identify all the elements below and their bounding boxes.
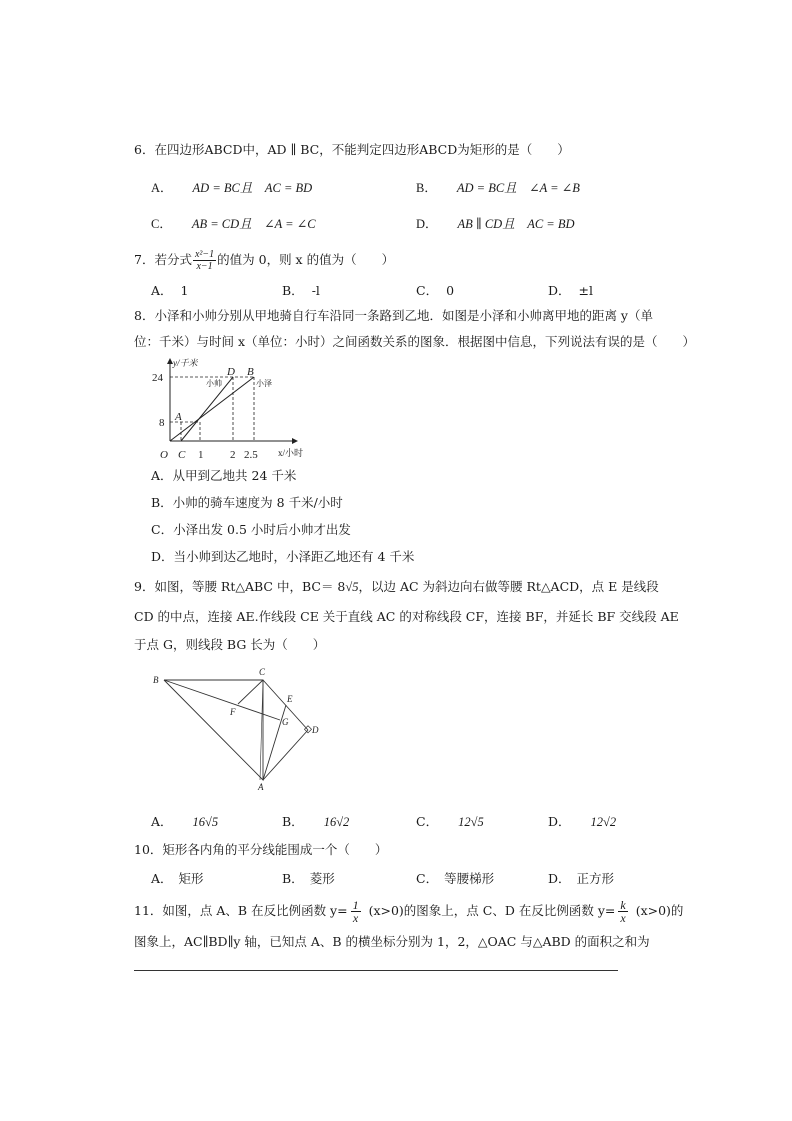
svg-text:D: D: [227, 366, 235, 378]
q9-option-c[interactable]: C． 12√5: [416, 814, 484, 829]
q10-option-c[interactable]: C． 等腰梯形: [416, 871, 495, 886]
q7-stem: 7．若分式 $\frac{\text{x²−1}}{x-1}$ 的值为 0，则 x 的值为（ ）: [134, 249, 395, 272]
svg-text:F: F: [230, 707, 236, 717]
svg-text:小泽: 小泽: [256, 379, 272, 388]
svg-text:2: 2: [230, 449, 236, 461]
svg-text:O: O: [160, 449, 168, 461]
svg-text:C: C: [259, 667, 266, 677]
q8-option-a[interactable]: A．从甲到乙地共 24 千米: [151, 468, 297, 483]
svg-text:E: E: [287, 694, 293, 704]
svg-text:8: 8: [159, 417, 165, 429]
svg-text:B: B: [247, 366, 254, 378]
svg-text:x/小时: x/小时: [278, 448, 304, 458]
q8-option-b[interactable]: B．小帅的骑车速度为 8 千米/小时: [151, 495, 343, 510]
svg-text:小帅: 小帅: [206, 379, 222, 388]
q10-option-b[interactable]: B． 菱形: [282, 871, 335, 886]
q9-option-a[interactable]: A． 16√5: [151, 814, 219, 829]
q8-stem-line1: 8．小泽和小帅分别从甲地骑自行车沿同一条路到乙地．如图是小泽和小帅离甲地的距离 y（单: [134, 308, 653, 323]
q8-option-d[interactable]: D．当小帅到达乙地时，小泽距乙地还有 4 千米: [151, 549, 415, 564]
q11-fraction-2: $\frac{k}{x}$: [620, 898, 626, 925]
q6-option-a[interactable]: A． AD = BC且 AC = BD: [151, 181, 313, 195]
q6-option-c[interactable]: C． AB = CD且 ∠A = ∠C: [151, 217, 316, 231]
q6-stem: 6．在四边形ABCD中，AD ∥ BC，不能判定四边形ABCD为矩形的是（ ）: [134, 142, 570, 157]
svg-text:C: C: [178, 449, 186, 461]
answer-blank-line: [134, 970, 618, 971]
q9-stem-line1: 9．如图，等腰 Rt△ABC 中，BC＝ 8√5，以边 AC 为斜边向右做等腰 Rt△ACD，点 E 是线段: [134, 579, 659, 594]
svg-text:A: A: [175, 411, 182, 423]
svg-text:A: A: [258, 782, 264, 792]
q10-stem: 10．矩形各内角的平分线能围成一个（ ）: [134, 842, 388, 857]
q8-option-c[interactable]: C．小泽出发 0.5 小时后小帅才出发: [151, 522, 351, 537]
svg-text:24: 24: [152, 372, 163, 384]
svg-text:B: B: [153, 675, 159, 685]
q9-stem-line3: 于点 G，则线段 BG 长为（ ）: [134, 637, 326, 652]
q7-option-d[interactable]: D． ±l: [548, 283, 594, 298]
q6-option-d[interactable]: D． AB ∥ CD且 AC = BD: [416, 217, 575, 231]
svg-text:2.5: 2.5: [244, 449, 258, 461]
q11-stem-line1: 11．如图，点 A、B 在反比例函数 y= $\frac{1}{x}$ (x>0)的图象上，点 C、D 在反比例函数 y= $\frac{k}{x}$ (x>0)的: [134, 898, 684, 925]
q7-fraction: $\frac{\text{x²−1}}{x-1}$: [194, 249, 215, 272]
q10-option-a[interactable]: A． 矩形: [151, 871, 204, 886]
q7-option-b[interactable]: B． -l: [282, 283, 320, 298]
q8-stem-line2: 位：千米）与时间 x（单位：小时）之间函数关系的图象．根据图中信息，下列说法有误的是（ ）: [134, 334, 696, 349]
q9-triangle-figure: [150, 664, 330, 794]
q9-option-b[interactable]: B． 16√2: [282, 814, 350, 829]
q10-option-d[interactable]: D． 正方形: [548, 871, 615, 886]
q7-option-c[interactable]: C． 0: [416, 283, 455, 298]
q9-option-d[interactable]: D． 12√2: [548, 814, 617, 829]
q9-stem-line2: CD 的中点，连接 AE.作线段 CE 关于直线 AC 的对称线段 CF，连接 BF，并延长 BF 交线段 AE: [134, 609, 679, 624]
q11-stem-line2: 图象上，AC∥BD∥y 轴，已知点 A、B 的横坐标分别为 1，2，△OAC 与△ABD 的面积之和为: [134, 934, 650, 949]
svg-text:y/千米: y/千米: [173, 358, 198, 368]
q7-option-a[interactable]: A． 1: [151, 283, 189, 298]
svg-text:G: G: [282, 717, 289, 727]
svg-text:D: D: [312, 725, 319, 735]
q8-distance-time-graph: [150, 358, 304, 462]
q6-option-b[interactable]: B． AD = BC且 ∠A = ∠B: [416, 181, 580, 195]
q11-fraction-1: $\frac{1}{x}$: [352, 898, 359, 925]
svg-text:1: 1: [198, 449, 204, 461]
